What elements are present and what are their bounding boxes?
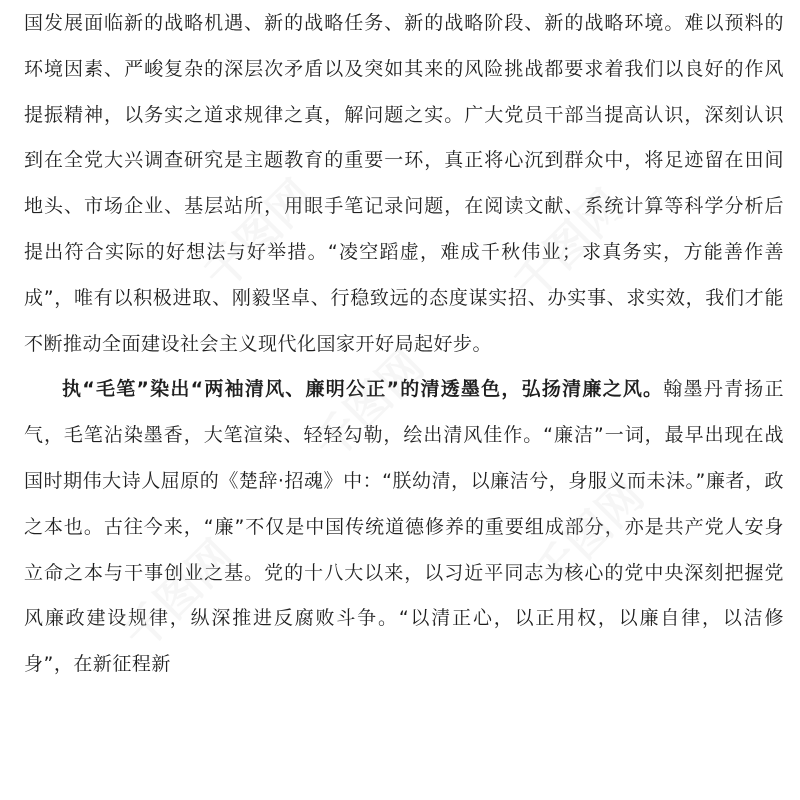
watermark: 千图网 [504, 180, 634, 310]
watermark: 千图网 [304, 340, 434, 470]
paragraph-1: 国发展面临新的战略机遇、新的战略任务、新的战略阶段、新的战略环境。难以预料的环境因素、严峻复杂的深层次矛盾以及突如其来的风险挑战都要求着我们以良好的作风提振精神，以务实之道求规律之真，解问题之实。广大党员干部当提高认识，深刻认识到在全党大兴调查研究是主题教育的重要一环，真正将心沉到群众中，将足迹留在田间地头、市场企业、基层站所，用眼手笔记录问题，在阅读文献、系统计算等科学分析后提出符合实际的好想法与好举措。“凌空蹈虚，难成千秋伟业；求真务实，方能善作善成”，唯有以积极进取、刚毅坚卓、行稳致远的态度谋实招、办实事、求实效，我们才能不断推动全面建设社会主义现代化国家开好局起好步。 [24, 12, 784, 355]
document-body [24, 1, 784, 688]
paragraph-2-body: 翰墨丹青扬正气，毛笔沾染墨香，大笔渲染、轻轻勾勒，绘出清风佳作。“廉洁”一词，最早出现在战国时期伟大诗人屈原的《楚辞·招魂》中：“朕幼清，以廉洁兮，身服义而未沬。”廉者，政之本也。古往今来，“廉”不仅是中国传统道德修养的重要组成部分，亦是共产党人安身立命之本与干事创业之基。党的十八大以来，以习近平同志为核心的党中央深刻把握党风廉政建设规律，纵深推进反腐败斗争。“以清正心，以正用权，以廉自律，以洁修身”，在新征程新 [24, 378, 784, 676]
paragraph-2-lead: 执“毛笔”染出“两袖清风、廉明公正”的清透墨色，弘扬清廉之风。 [62, 378, 664, 401]
watermark: 千图网 [114, 530, 244, 660]
watermark: 千图网 [194, 170, 324, 300]
paragraph-2 [24, 367, 784, 688]
watermark: 千图网 [524, 470, 654, 600]
